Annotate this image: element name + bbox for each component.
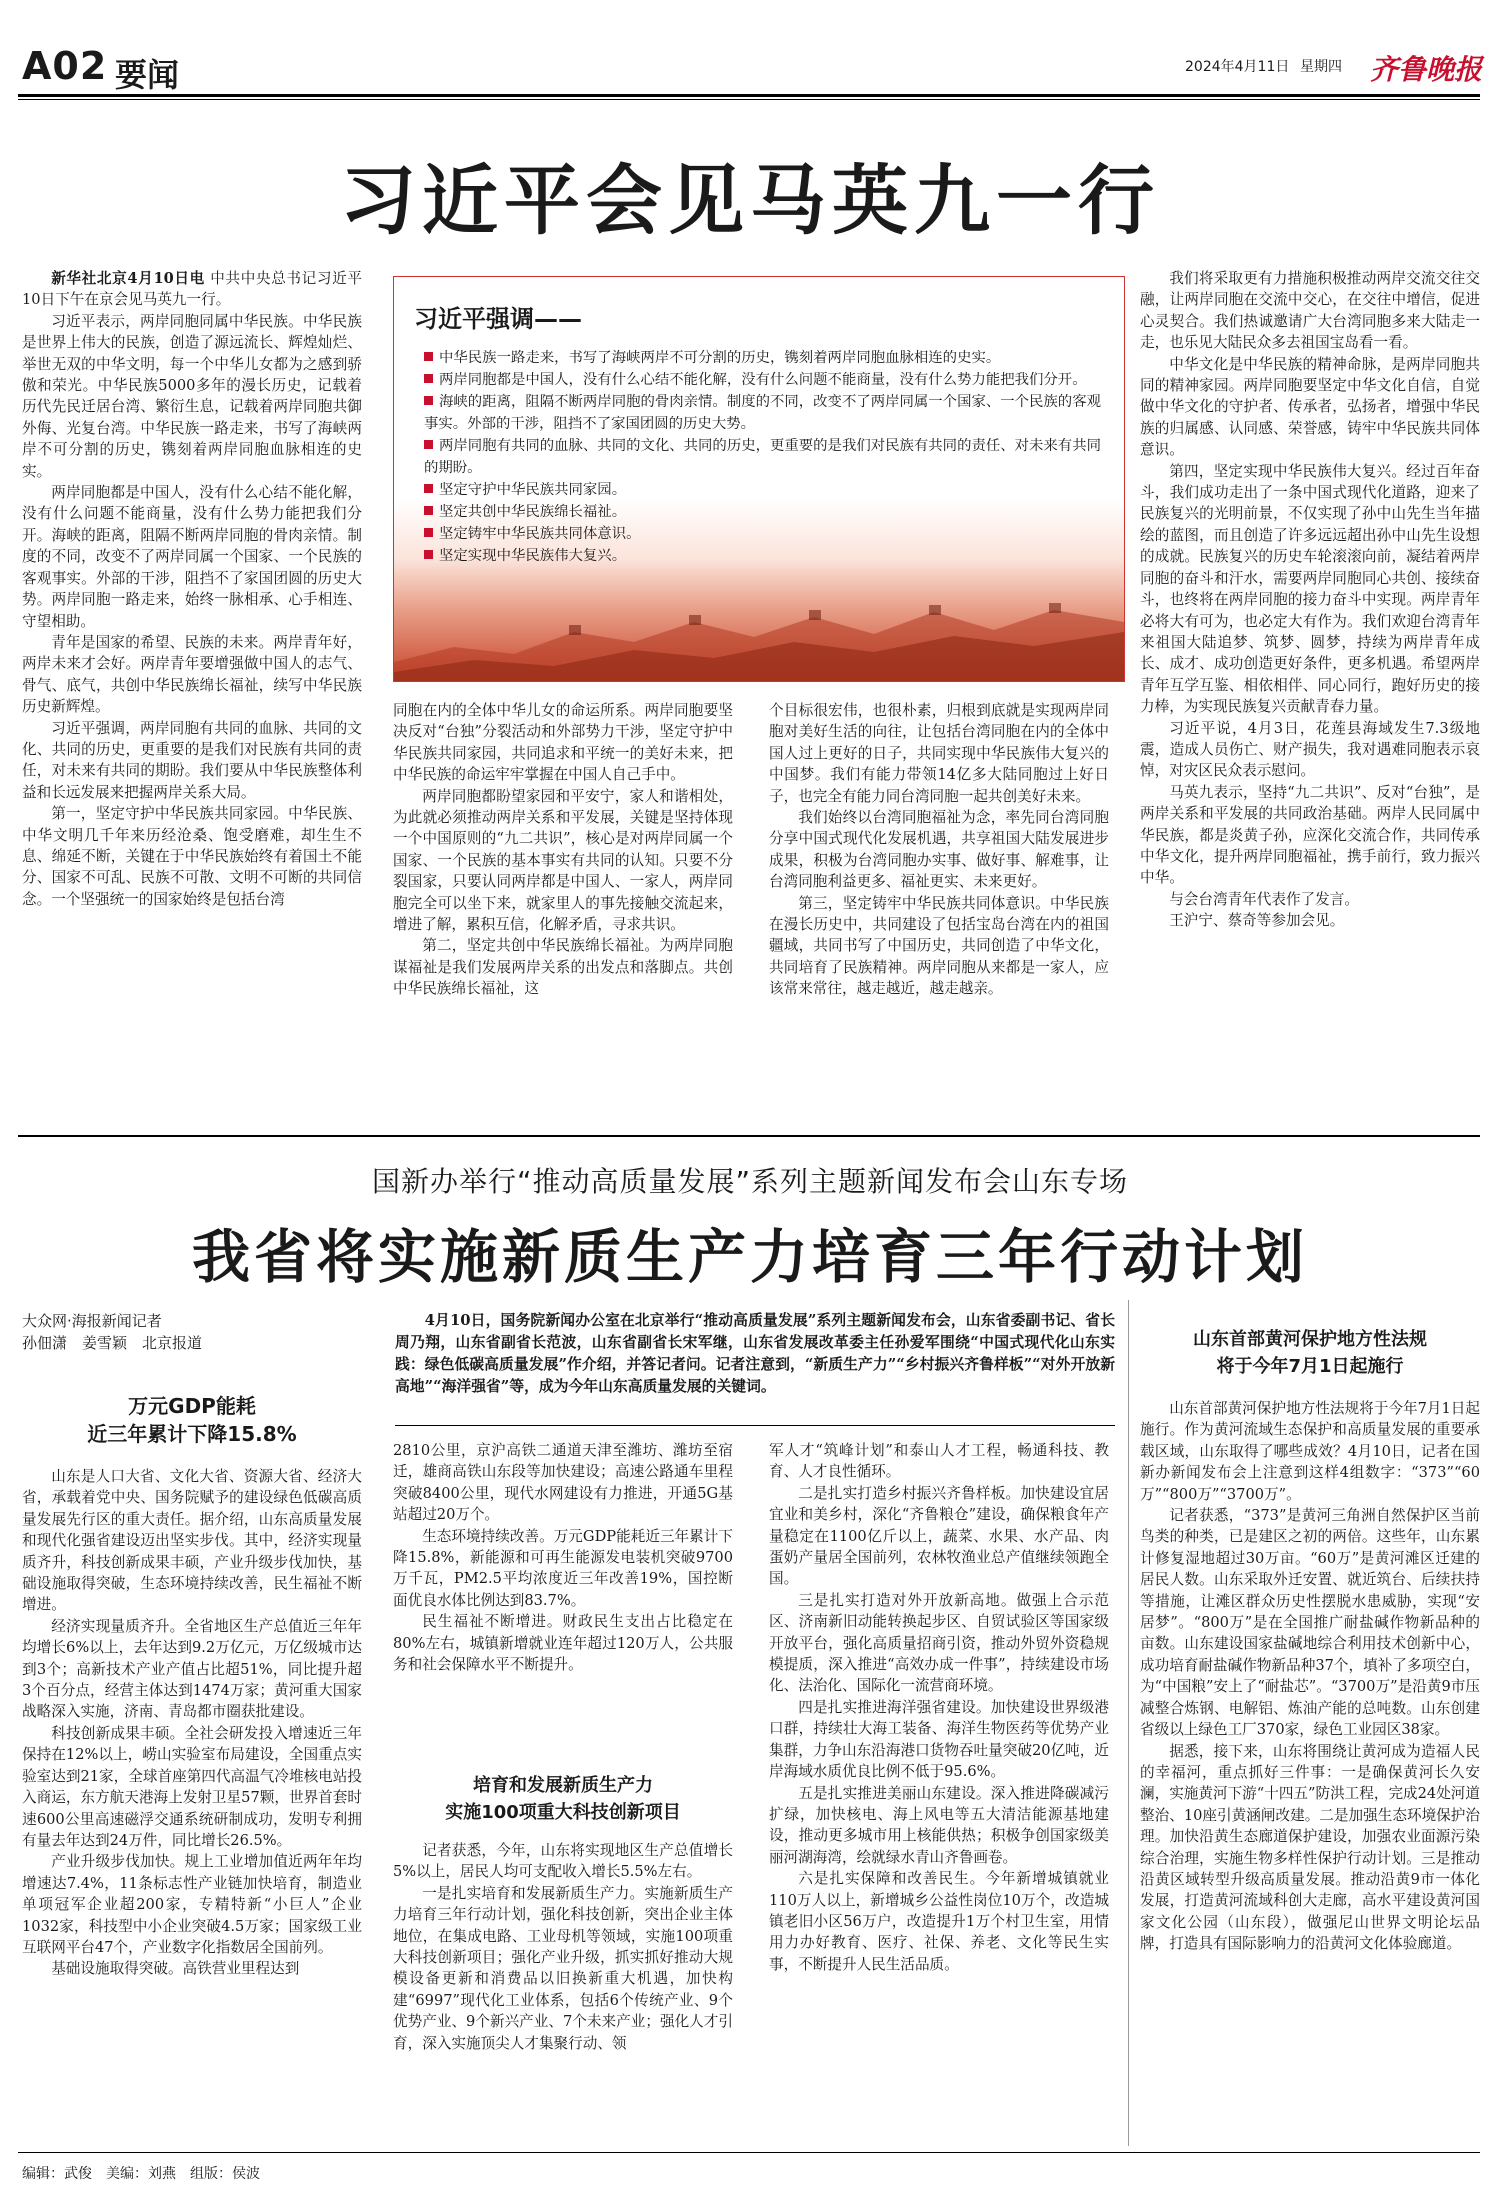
lead-rule [395, 1425, 1115, 1426]
page-number: A02 [22, 44, 108, 88]
paragraph-text: 王沪宁、蔡奇等参加会见。 [1169, 912, 1345, 930]
paragraph-text: 记者获悉，今年，山东将实现地区生产总值增长5%以上，居民人均可支配收入增长5.5%左右。 [393, 1842, 733, 1881]
paragraph [393, 700, 733, 786]
paragraph-text: 三是扎实打造对外开放新高地。做强上合示范区、济南新旧动能转换起步区、自贸试验区等国家级开放平台，强化高质量招商引资，推动外贸外资稳规模提质，深入推进“高效办成一件事”，持续建设市场化、法治化、国际化一流营商环境。 [769, 1591, 1109, 1695]
byline [22, 1310, 362, 1354]
issue-date: 2024年4月11日 [1185, 59, 1290, 75]
paragraph-text: 第一，坚定守护中华民族共同家园。中华民族、中华文明几千年来历经沧桑、饱受磨难，却生生不息、绵延不断，关键在于中华民族始终有着国土不能分、国家不可乱、民族不可散、文明不可断的共同信念。一个坚强统一的国家始终是包括台湾 [22, 805, 362, 908]
square-bullet-icon [424, 550, 433, 559]
paragraph [22, 311, 362, 482]
paragraph-text: 同胞在内的全体中华儿女的命运所系。两岸同胞要坚决反对“台独”分裂活动和外部势力干涉，坚定守护中华民族共同家园，共同追求和平统一的美好未来，把中华民族的命运牢牢掌握在中国人自己手中。 [393, 702, 733, 784]
quote-item [424, 369, 1104, 391]
paragraph-text: 与会台湾青年代表作了发言。 [1169, 890, 1359, 908]
quote-box-title: 习近平强调—— [414, 305, 582, 333]
paragraph-text: 六是扎实保障和改善民生。今年新增城镇就业110万人以上，新增城乡公益性岗位10万个，改造城镇老旧小区56万户，改造提升1万个村卫生室，用情用力办好教育、医疗、社保、养老、文化等民生实事，不断提升人民生活品质。 [769, 1870, 1109, 1973]
paragraph [1140, 782, 1480, 889]
story2-column-3 [769, 1440, 1109, 2146]
quote-item-text: 海峡的距离，阻隔不断两岸同胞的骨肉亲情。制度的不同，改变不了两岸同属一个国家、一个民族的客观事实。外部的干涉，阻挡不了家国团圆的历史大势。 [424, 394, 1101, 432]
quote-item-text: 坚定守护中华民族共同家园。 [439, 482, 627, 498]
story1-column-3 [769, 700, 1109, 1100]
issue-weekday: 星期四 [1300, 59, 1342, 75]
paragraph-text: 我们始终以台湾同胞福祉为念，率先同台湾同胞分享中国式现代化发展机遇，共享祖国大陆发展进步成果，积极为台湾同胞办实事、做好事、解难事，让台湾同胞利益更多、福祉更实、未来更好。 [769, 809, 1109, 891]
paragraph [22, 1723, 362, 1851]
paragraph [1140, 1398, 1480, 1505]
story2-subhead-1: 万元GDP能耗 近三年累计下降15.8% [87, 1394, 297, 1446]
paragraph [393, 1611, 733, 1675]
section-divider [18, 1135, 1480, 1137]
paragraph [22, 482, 362, 632]
paragraph-text: 军人才“筑峰计划”和泰山人才工程，畅通科技、教育、人才良性循环。 [769, 1442, 1109, 1481]
paragraph [1140, 268, 1480, 354]
square-bullet-icon [424, 528, 433, 537]
paragraph [22, 1616, 362, 1723]
paragraph [1140, 889, 1480, 910]
paragraph [769, 893, 1109, 1000]
story1-column-4 [1140, 268, 1480, 1100]
paragraph-text: 第四，坚定实现中华民族伟大复兴。经过百年奋斗，我们成功走出了一条中国式现代化道路，迎来了民族复兴的光明前景，不仅实现了孙中山先生当年描绘的蓝图，而且创造了许多远远超出孙中山先生设想的成就。民族复兴的历史车轮滚滚向前，凝结着两岸同胞的奋斗和汗水，需要两岸同胞同心共创、接续奋斗，也终将在两岸同胞的接力奋斗中实现。两岸青年必将大有可为，也必定大有作为。我们欢迎台湾青年来祖国大陆追梦、筑梦、圆梦，持续为两岸青年成长、成才、成功创造更好条件，更多机遇。希望两岸青年互学互鉴、相依相伴、同心同行，跑好历史的接力棒，为实现民族复兴贡献青春力量。 [1140, 462, 1480, 716]
paragraph [769, 1590, 1109, 1697]
quote-item [424, 347, 1104, 369]
paragraph [393, 786, 733, 936]
paragraph-text: 青年是国家的希望、民族的未来。两岸青年好，两岸未来才会好。两岸青年要增强做中国人的志气、骨气、底气，共创中华民族绵长福祉，续写中华民族历史新辉煌。 [22, 633, 362, 716]
paragraph-text: 二是扎实打造乡村振兴齐鲁样板。加快建设宜居宜业和美乡村，深化“齐鲁粮仓”建设，确保粮食年产量稳定在1100亿斤以上，蔬菜、水果、水产品、肉蛋奶产量居全国前列，农林牧渔业总产值继续领跑全国。 [769, 1484, 1109, 1588]
quote-item [424, 435, 1104, 479]
paragraph-text: 中共中央总书记习近平10日下午在京会见马英九一行。 [22, 270, 362, 309]
paragraph-text: 第三，坚定铸牢中华民族共同体意识。中华民族在漫长历史中，共同建设了包括宝岛台湾在内的祖国疆域，共同书写了中国历史，共同创造了中华文化，共同培育了民族精神。两岸同胞从来都是一家人，应该常来常往，越走越近，越走越亲。 [769, 894, 1109, 998]
paragraph [22, 1851, 362, 1958]
paragraph [769, 1483, 1109, 1590]
section-name: 要闻 [115, 56, 180, 94]
paragraph [22, 803, 362, 910]
byline-outlet: 大众网·海报新闻记者 [22, 1312, 162, 1330]
story1-column-2 [393, 700, 733, 1100]
headline-2-kicker: 国新办举行“推动高质量发展”系列主题新闻发布会山东专场 [371, 1165, 1128, 1198]
quote-item [424, 391, 1104, 435]
paragraph [1140, 718, 1480, 782]
header-rule [18, 94, 1480, 97]
paragraph-text: 2810公里，京沪高铁二通道天津至潍坊、潍坊至宿迁，雄商高铁山东段等加快建设；高速公路通车里程突破8400公里，现代水网建设有力推进，开通5G基站超过20万个。 [393, 1442, 733, 1524]
paragraph [1140, 910, 1480, 931]
paragraph [769, 807, 1109, 893]
dateline: 新华社北京4月10日电 [51, 270, 205, 287]
quote-item [424, 545, 1104, 567]
paragraph [393, 1840, 733, 1883]
headline-2: 我省将实施新质生产力培育三年行动计划 [191, 1223, 1308, 1291]
paragraph-text: 科技创新成果丰硕。全社会研发投入增速近三年保持在12%以上，崂山实验室布局建设，全国重点实验室达到21家，全球首座第四代高温气冷堆核电站投入商运，东方航天港海上发射卫星57颗，世界首套时速600公里高速磁浮交通系统研制成功，发明专利拥有量去年达到24万件，同比增长26.5%。 [22, 1724, 362, 1849]
footer-credits: 编辑：武俊 美编：刘燕 组版：侯波 [22, 2166, 260, 2182]
paragraph [1140, 1505, 1480, 1740]
sidebar-body [1140, 1398, 1480, 2146]
paragraph [393, 1440, 733, 1526]
paragraph [22, 268, 362, 311]
quote-item-text: 坚定共创中华民族绵长福祉。 [439, 504, 627, 520]
paragraph-text: 两岸同胞都是中国人，没有什么心结不能化解，没有什么问题不能商量，没有什么势力能把我们分开。海峡的距离，阻隔不断两岸同胞的骨肉亲情。制度的不同，改变不了两岸同属一个国家、一个民族的客观事实。外部的干涉，阻挡不了家国团圆的历史大势。两岸同胞一路走来，始终一脉相承、心手相连、守望相助。 [22, 484, 362, 630]
quote-item-text: 两岸同胞都是中国人，没有什么心结不能化解，没有什么问题不能商量，没有什么势力能把我们分开。 [439, 372, 1087, 388]
paragraph-text: 一是扎实培育和发展新质生产力。实施新质生产力培育三年行动计划，强化科技创新，突出企业主体地位，在集成电路、工业母机等领域，实施100项重大科技创新项目；强化产业升级，抓实抓好推动大规模设备更新和消费品以旧换新重大机遇，加快构建“6997”现代化工业体系，包括6个传统产业、9个优势产业、9个新兴产业、7个未来产业；强化人才引育，深入实施顶尖人才集聚行动、领 [393, 1884, 733, 2052]
sidebar-divider [1128, 1300, 1129, 2146]
paragraph-text: 习近平表示，两岸同胞同属中华民族。中华民族是世界上伟大的民族，创造了源远流长、辉煌灿烂、举世无双的中华文明，每一个中华儿女都为之感到骄傲和荣光。中华民族5000多年的漫长历史，记载着历代先民迁居台湾、繁衍生息，记载着两岸同胞共御外侮、光复台湾。中华民族一路走来，书写了海峡两岸不可分割的历史，镌刻着两岸同胞血脉相连的史实。 [22, 312, 362, 480]
square-bullet-icon [424, 484, 433, 493]
square-bullet-icon [424, 352, 433, 361]
quote-box-list [424, 347, 1104, 567]
quote-item-text: 坚定铸牢中华民族共同体意识。 [439, 526, 641, 542]
story2-lead: 4月10日，国务院新闻办公室在北京举行“推动高质量发展”系列主题新闻发布会，山东省委副书记、省长周乃翔，山东省副省长范波，山东省副省长宋军继，山东省发展改革委主任孙爱军围绕“中国式现代化山东实践：绿色低碳高质量发展”作介绍，并答记者问。记者注意到，“新质生产力”“乡村振兴齐鲁样板”“对外开放新高地”“海洋强省”等，成为今年山东高质量发展的关键词。 [395, 1312, 1115, 1395]
paragraph [1140, 354, 1480, 461]
quote-item [424, 523, 1104, 545]
paragraph-text: 经济实现量质齐升。全省地区生产总值近三年年均增长6%以上，去年达到9.2万亿元，万亿级城市达到3个；高新技术产业产值占比超51%，同比提升超3个百分点，经营主体达到1474万家；黄河重大国家战略深入实施，济南、青岛都市圈获批建设。 [22, 1617, 362, 1721]
paragraph-text: 产业升级步伐加快。规上工业增加值近两年年均增速达7.4%，11条标志性产业链加快培育，制造业单项冠军企业超200家，专精特新“小巨人”企业1032家，科技型中小企业突破4.5万家；国家级工业互联网平台47个，产业数字化指数居全国前列。 [22, 1853, 362, 1956]
paragraph [393, 1883, 733, 2054]
paragraph [1140, 1741, 1480, 1955]
paragraph-text: 山东是人口大省、文化大省、资源大省、经济大省，承载着党中央、国务院赋予的建设绿色低碳高质量发展先行区的重大责任。据介绍，山东高质量发展和现代化强省建设迈出坚实步伐。其中，经济实现量质齐升，科技创新成果丰硕，产业升级步伐加快，基础设施取得突破，生态环境持续改善，民生福祉不断增进。 [22, 1468, 362, 1614]
paragraph-text: 中华文化是中华民族的精神命脉，是两岸同胞共同的精神家园。两岸同胞要坚定中华文化自信，自觉做中华文化的守护者、传承者，弘扬者，增强中华民族的归属感、认同感、荣誉感，铸牢中华民族共同体意识。 [1140, 355, 1480, 459]
paragraph-text: 五是扎实推进美丽山东建设。深入推进降碳减污扩绿，加快核电、海上风电等五大清洁能源基地建设，推动更多城市用上核能供热；积极争创国家级美丽河湖海湾，绘就绿水青山齐鲁画卷。 [769, 1784, 1109, 1866]
paragraph-text: 据悉，接下来，山东将围绕让黄河成为造福人民的幸福河，重点抓好三件事：一是确保黄河长久安澜，实施黄河下游“十四五”防洪工程，完成24处河道整治、10座引黄涵闸改建。二是加强生态环境保护治理。加快沿黄生态廊道保护建设，加强农业面源污染综合治理，实施生物多样性保护行动计划。三是推动沿黄区域转型升级高质量发展。推动沿黄9市一体化发展，打造黄河流域科创大走廊，高水平建设黄河国家文化公园（山东段），做强尼山世界文明论坛品牌，打造具有国际影响力的沿黄河文化体验廊道。 [1140, 1742, 1480, 1953]
paragraph [1140, 461, 1480, 718]
paragraph-text: 习近平强调，两岸同胞有共同的血脉、共同的文化、共同的历史，更重要的是我们对民族有共同的责任，对未来有共同的期盼。我们要从中华民族整体利益和长远发展来把握两岸关系大局。 [22, 719, 362, 801]
headline-1: 习近平会见马英九一行 [340, 156, 1160, 245]
paragraph [393, 1526, 733, 1612]
square-bullet-icon [424, 374, 433, 383]
paragraph [769, 700, 1109, 807]
square-bullet-icon [424, 506, 433, 515]
paragraph-text: 生态环境持续改善。万元GDP能耗近三年累计下降15.8%，新能源和可再生能源发电装机突破9700万千瓦，PM2.5平均浓度近三年改善19%，国控断面优良水体比例达到83.7%。 [393, 1527, 733, 1609]
byline-reporters: 孙佃潇 姜雪颖 北京报道 [22, 1334, 203, 1352]
header-rule-thin [18, 99, 1480, 100]
paragraph [22, 1466, 362, 1616]
paragraph-text: 两岸同胞都盼望家园和平安宁，家人和谐相处，为此就必须推动两岸关系和平发展，关键是坚持体现一个中国原则的“九二共识”，核心是对两岸同属一个国家、一个民族的基本事实有共同的认知。只要不分裂国家，只要认同两岸都是中国人、一家人，两岸同胞完全可以坐下来，就家里人的事先接触交流起来，增进了解，累积互信，化解矛盾，寻求共识。 [393, 787, 733, 934]
paragraph-text: 山东首部黄河保护地方性法规将于今年7月1日起施行。作为黄河流域生态保护和高质量发展的重要承载区域，山东取得了哪些成效？4月10日，记者在国新办新闻发布会上注意到这样4组数字：“373”“60万”“800万”“3700万”。 [1140, 1400, 1480, 1503]
paragraph-text: 第二，坚定共创中华民族绵长福祉。为两岸同胞谋福祉是我们发展两岸关系的出发点和落脚点。共创中华民族绵长福祉，这 [393, 937, 733, 998]
paragraph-text: 记者获悉，“373”是黄河三角洲自然保护区当前鸟类的种类，已是建区之初的两倍。这些年，山东累计修复湿地超过30万亩。“60万”是黄河滩区迁建的居民人数。山东采取外迁安置、就近筑台、后续扶持等措施，让滩区群众历史性摆脱水患威胁，实现“安居梦”。“800万”是在全国推广耐盐碱作物新品种的亩数。山东建设国家盐碱地综合利用技术创新中心，成功培育耐盐碱作物新品种37个，填补了多项空白，为“中国粮”安上了“耐盐芯”。“3700万”是沿黄9市压减整合炼钢、电解铝、炼油产能的总吨数。山东创建省级以上绿色工厂370家，绿色工业园区38家。 [1140, 1507, 1480, 1739]
footer-rule [18, 2152, 1480, 2153]
paragraph [22, 718, 362, 804]
paragraph [769, 1783, 1109, 1869]
paragraph-text: 基础设施取得突破。高铁营业里程达到 [51, 1960, 300, 1978]
paragraph-text: 四是扎实推进海洋强省建设。加快建设世界级港口群，持续壮大海工装备、海洋生物医药等优势产业集群，力争山东沿海港口货物吞吐量突破20亿吨，近岸海域水质优良比例不低于95.6%。 [769, 1698, 1109, 1781]
story2-subhead-2: 培育和发展新质生产力 实施100项重大科技创新项目 [445, 1775, 681, 1823]
paragraph [769, 1697, 1109, 1783]
masthead-logo: 齐鲁晚报 [1370, 53, 1483, 86]
paragraph [769, 1868, 1109, 1975]
story2-column-1 [22, 1466, 362, 2146]
paragraph [22, 632, 362, 718]
paragraph-text: 个目标很宏伟，也很朴素，归根到底就是实现两岸同胞对美好生活的向往，让包括台湾同胞在内的全体中国人过上更好的日子，共同实现中华民族伟大复兴的中国梦。我们有能力带领14亿多大陆同胞过上好日子，也完全有能力同台湾同胞一起共创美好未来。 [769, 702, 1109, 805]
paragraph [393, 935, 733, 999]
quote-box [393, 276, 1125, 682]
square-bullet-icon [424, 440, 433, 449]
quote-item-text: 两岸同胞有共同的血脉、共同的文化、共同的历史，更重要的是我们对民族有共同的责任、对未来有共同的期盼。 [424, 438, 1101, 476]
paragraph-text: 民生福祉不断增进。财政民生支出占比稳定在80%左右，城镇新增就业连年超过120万人，公共服务和社会保障水平不断提升。 [393, 1613, 733, 1674]
quote-item-text: 坚定实现中华民族伟大复兴。 [439, 548, 627, 564]
story2-column-2b [393, 1840, 733, 2146]
great-wall-illustration [394, 592, 1124, 682]
paragraph [22, 1958, 362, 1979]
quote-item [424, 501, 1104, 523]
paragraph [769, 1440, 1109, 1483]
quote-item [424, 479, 1104, 501]
paragraph-text: 我们将采取更有力措施积极推动两岸交流交往交融，让两岸同胞在交流中交心，在交往中增信，促进心灵契合。我们热诚邀请广大台湾同胞多来大陆走一走，也乐见大陆民众多去祖国宝岛看一看。 [1140, 270, 1480, 352]
story1-column-1 [22, 268, 362, 1100]
quote-item-text: 中华民族一路走来，书写了海峡两岸不可分割的历史，镌刻着两岸同胞血脉相连的史实。 [439, 350, 1001, 366]
sidebar-headline: 山东首部黄河保护地方性法规 将于今年7月1日起施行 [1193, 1329, 1427, 1377]
paragraph-text: 马英九表示，坚持“九二共识”、反对“台独”，是两岸关系和平发展的共同政治基础。两岸人民同属中华民族，都是炎黄子孙，应深化交流合作，共同传承中华文化，提升两岸同胞福祉，携手前行，致力振兴中华。 [1140, 783, 1480, 887]
paragraph-text: 习近平说，4月3日，花莲县海域发生7.3级地震，造成人员伤亡、财产损失，我对遇难同胞表示哀悼，对灾区民众表示慰问。 [1140, 719, 1480, 780]
story2-column-2a [393, 1440, 733, 1760]
square-bullet-icon [424, 396, 433, 405]
